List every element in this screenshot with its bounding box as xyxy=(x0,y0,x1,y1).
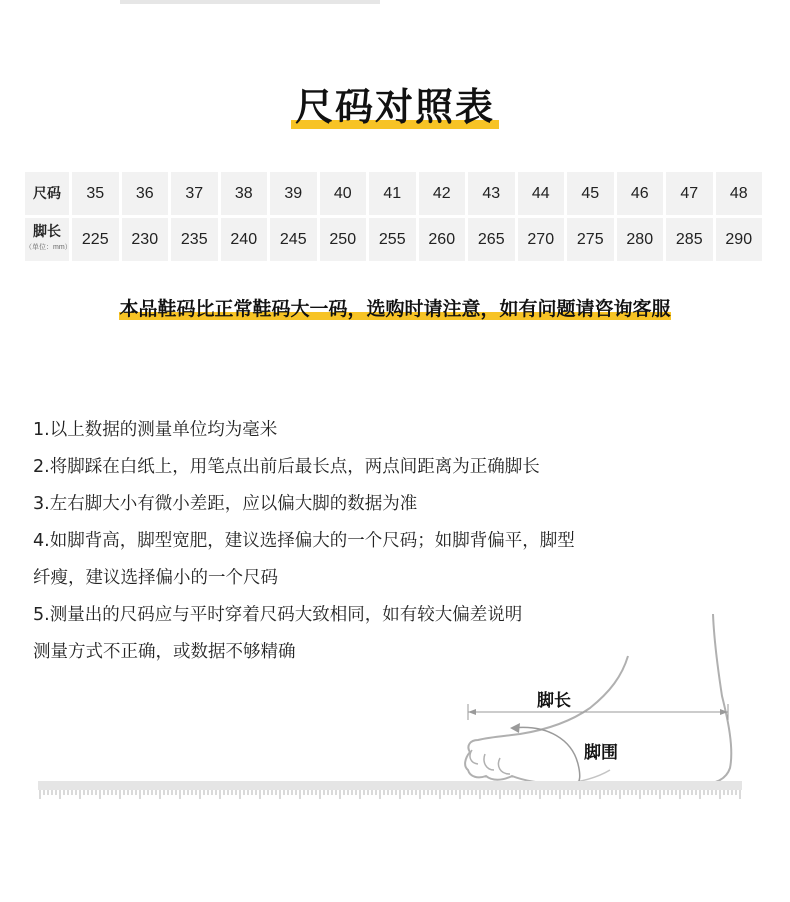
note-line: 1.以上数据的测量单位均为毫米 xyxy=(33,420,278,440)
title-block xyxy=(0,76,790,131)
size-cell: 39 xyxy=(270,172,317,215)
length-cell: 275 xyxy=(567,218,614,261)
length-cell: 285 xyxy=(666,218,713,261)
ruler xyxy=(38,781,742,790)
length-cell: 230 xyxy=(122,218,169,261)
length-cell: 265 xyxy=(468,218,515,261)
length-cell: 290 xyxy=(716,218,763,261)
size-cell: 44 xyxy=(518,172,565,215)
arrow-left-icon xyxy=(468,709,476,715)
toe-3 xyxy=(498,758,510,774)
length-cell: 280 xyxy=(617,218,664,261)
size-cell: 37 xyxy=(171,172,218,215)
foot-length-row xyxy=(25,218,762,261)
ruler-ticks xyxy=(40,790,740,799)
note-line: 4.如脚背高，脚型宽肥，建议选择偏大的一个尺码；如脚背偏平，脚型 xyxy=(33,531,575,551)
note-line: 2.将脚踩在白纸上，用笔点出前后最长点，两点间距离为正确脚长 xyxy=(33,457,540,477)
size-cell: 38 xyxy=(221,172,268,215)
size-cell: 48 xyxy=(716,172,763,215)
page-title-text: 尺码对照表 xyxy=(294,85,495,129)
foot-length-label: 脚长 xyxy=(537,691,571,711)
toe-1 xyxy=(470,750,478,764)
size-cell: 35 xyxy=(72,172,119,215)
top-divider xyxy=(120,0,380,4)
page-title xyxy=(291,76,499,131)
note-line: 纤瘦，建议选择偏小的一个尺码 xyxy=(33,568,278,588)
length-cell: 240 xyxy=(221,218,268,261)
girth-arrow-icon xyxy=(510,723,520,733)
size-cell: 47 xyxy=(666,172,713,215)
size-cell: 40 xyxy=(320,172,367,215)
size-cell: 36 xyxy=(122,172,169,215)
size-cell: 46 xyxy=(617,172,664,215)
note-line: 5.测量出的尺码应与平时穿着尺码大致相同，如有较大偏差说明 xyxy=(33,605,523,625)
size-cell: 42 xyxy=(419,172,466,215)
size-row xyxy=(25,172,762,215)
foot-length-header: 脚长 xyxy=(33,223,61,239)
girth-curve xyxy=(512,727,580,786)
toe-2 xyxy=(484,754,494,770)
note-line: 测量方式不正确，或数据不够精确 xyxy=(33,642,296,662)
size-cell: 41 xyxy=(369,172,416,215)
unit-note: （单位：mm） xyxy=(25,244,72,251)
size-header-cell: 尺码 xyxy=(25,172,69,215)
length-cell: 235 xyxy=(171,218,218,261)
length-cell: 260 xyxy=(419,218,466,261)
length-cell: 255 xyxy=(369,218,416,261)
size-notice-text: 本品鞋码比正常鞋码大一码，选购时请注意，如有问题请咨询客服 xyxy=(119,298,671,320)
size-notice xyxy=(119,294,670,321)
foot-length-header-cell xyxy=(25,218,72,261)
length-cell: 245 xyxy=(270,218,317,261)
length-cell: 225 xyxy=(72,218,119,261)
size-cell: 45 xyxy=(567,172,614,215)
note-line: 3.左右脚大小有微小差距，应以偏大脚的数据为准 xyxy=(33,494,418,514)
foot-measurement-illustration xyxy=(0,600,790,820)
notice-block xyxy=(0,294,790,321)
length-cell: 270 xyxy=(518,218,565,261)
size-cell: 43 xyxy=(468,172,515,215)
length-cell: 250 xyxy=(320,218,367,261)
foot-girth-label: 脚围 xyxy=(584,743,618,763)
size-chart-table xyxy=(22,169,765,264)
